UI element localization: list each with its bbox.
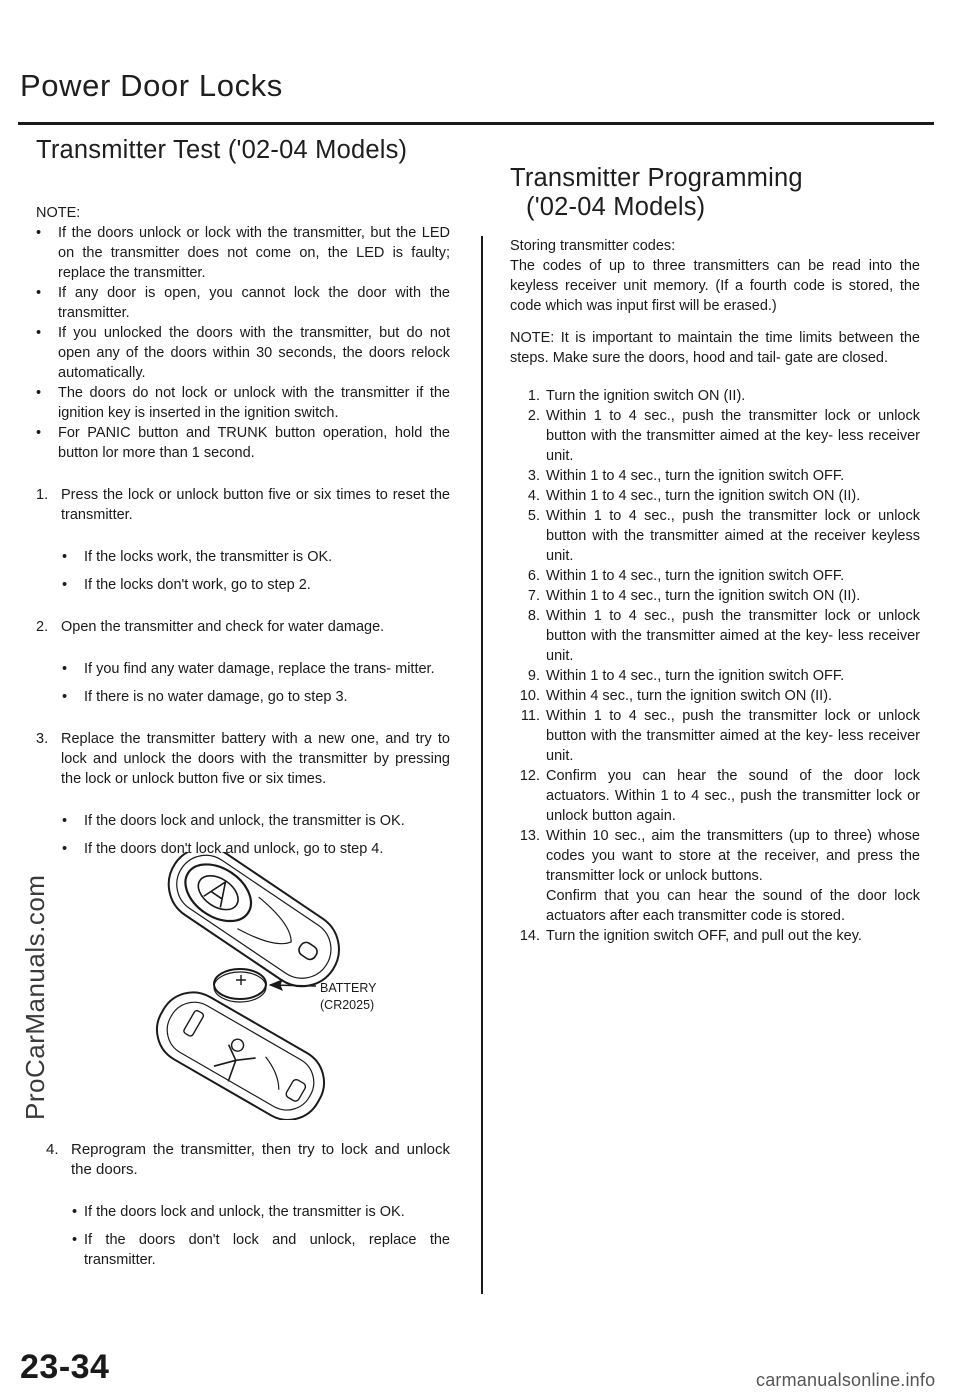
step-number: 9. [527, 668, 540, 684]
step-number: 2. [36, 619, 49, 635]
note-item: • If any door is open, you cannot lock the door with the transmitter. [36, 283, 450, 323]
step-text: Turn the ignition switch ON (II). [546, 388, 746, 404]
step-number: 6. [527, 568, 540, 584]
title-rule [18, 122, 934, 125]
step-text: Within 1 to 4 sec., turn the ignition switch OFF. [546, 568, 845, 584]
battery-cr2025-icon [214, 969, 266, 1002]
step-text: Within 1 to 4 sec., push the transmitter lock or unlock button with the transmitter aimed at the key- less receiver unit. [546, 608, 920, 664]
test-step-4-block [46, 1140, 450, 1270]
test-step-2 [36, 617, 450, 637]
programming-step-continuation: Confirm that you can hear the sound of the door lock actuators after each transmitter code is stored. [546, 888, 920, 924]
transmitter-back-case [150, 980, 336, 1120]
step-sub-item: • If the doors don't lock and unlock, go to step 4. [36, 839, 450, 859]
programming-step [510, 826, 920, 886]
programming-note: NOTE: It is important to maintain the time limits between the steps. Make sure the doors, hood and tail- gate are closed. [510, 330, 920, 366]
step-sub-item: • If the locks work, the transmitter is OK. [36, 547, 450, 567]
step-number: 2. [527, 408, 540, 424]
programming-step [510, 706, 920, 766]
note-item: • If you unlocked the doors with the transmitter, but do not open any of the doors within 30 seconds, the doors relock automatically. [36, 323, 450, 383]
step-text: Within 1 to 4 sec., turn the ignition switch ON (II). [546, 488, 861, 504]
column-divider [481, 236, 483, 1294]
transmitter-test-heading: Transmitter Test ('02-04 Models) [36, 136, 408, 164]
note-item: • If the doors unlock or lock with the transmitter, but the LED on the transmitter does not come on, the LED is faulty; replace the transmitter. [36, 223, 450, 283]
step-text: Within 1 to 4 sec., turn the ignition switch OFF. [546, 668, 845, 684]
transmitter-test-column [36, 136, 450, 859]
transmitter-front-case [154, 852, 353, 1001]
step-text: Within 1 to 4 sec., turn the ignition switch OFF. [546, 468, 845, 484]
step-number: 8. [527, 608, 540, 624]
step-text: Within 10 sec., aim the transmitters (up to three) whose codes you want to store at the receiver, and press the transmitter lock or unlock buttons. [546, 828, 920, 884]
battery-label-line: BATTERY [320, 981, 377, 995]
step-number: 7. [527, 588, 540, 604]
programming-step [510, 386, 920, 406]
intro-text: The codes of up to three transmitters can be read into the keyless receiver unit memory. (If a fourth code is stored, the code which was input first will be erased.) [510, 258, 920, 314]
footer-site-watermark: carmanualsonline.info [756, 1370, 936, 1390]
transmitter-programming-column [510, 164, 920, 946]
programming-step [510, 926, 920, 946]
step-number: 1. [527, 388, 540, 404]
step-text: Within 1 to 4 sec., push the transmitter lock or unlock button with the transmitter aimed at the receiver keyless unit. [546, 508, 920, 564]
page-number: 23-34 [20, 1348, 110, 1386]
step-number: 3. [36, 731, 49, 747]
step-text: Confirm you can hear the sound of the door lock actuators. Within 1 to 4 sec., push the transmitter lock or unlock button again. [546, 768, 920, 824]
step-text: Replace the transmitter battery with a new one, and try to lock and unlock the doors with the transmitter by pressing the lock or unlock button five or six times. [61, 731, 450, 787]
programming-heading-line2: ('02-04 Models) [526, 193, 706, 221]
step-number: 12. [519, 768, 540, 784]
step-sub-item: • If there is no water damage, go to step 3. [36, 687, 450, 707]
step-sub-item: • If the doors lock and unlock, the transmitter is OK. [36, 811, 450, 831]
step-text: Turn the ignition switch OFF, and pull out the key. [546, 928, 862, 944]
step-number: 4. [46, 1141, 59, 1158]
test-step-3 [36, 729, 450, 789]
test-step-4 [46, 1140, 450, 1180]
note-item: • For PANIC button and TRUNK button operation, hold the button lor more than 1 second. [36, 423, 450, 463]
programming-step [510, 686, 920, 706]
step-number: 4. [527, 488, 540, 504]
step-number: 1. [36, 487, 49, 503]
programming-step [510, 566, 920, 586]
step-sub-item: • If the doors lock and unlock, the transmitter is OK. [46, 1202, 450, 1222]
step-text: Within 4 sec., turn the ignition switch ON (II). [546, 688, 833, 704]
programming-steps [510, 386, 920, 946]
programming-step [510, 606, 920, 666]
step-sub-item: • If the locks don't work, go to step 2. [36, 575, 450, 595]
programming-step [510, 486, 920, 506]
step-text: Within 1 to 4 sec., push the transmitter lock or unlock button with the transmitter aimed at the key- less receiver unit. [546, 708, 920, 764]
step-text: Open the transmitter and check for water damage. [61, 619, 385, 635]
step-number: 11. [520, 708, 540, 724]
step-sub-item: • If you find any water damage, replace the trans- mitter. [36, 659, 450, 679]
step-text: Press the lock or unlock button five or six times to reset the transmitter. [61, 487, 450, 523]
battery-label-line: (CR2025) [320, 998, 375, 1012]
step-text: Within 1 to 4 sec., push the transmitter lock or unlock button with the transmitter aimed at the key- less receiver unit. [546, 408, 920, 464]
step-number: 13. [519, 828, 540, 844]
step-number: 5. [527, 508, 540, 524]
note-item: • The doors do not lock or unlock with the transmitter if the ignition key is inserted in the ignition switch. [36, 383, 450, 423]
step-text: Within 1 to 4 sec., turn the ignition switch ON (II). [546, 588, 861, 604]
programming-step [510, 586, 920, 606]
step-number: 3. [527, 468, 540, 484]
programming-step [510, 766, 920, 826]
programming-step [510, 506, 920, 566]
battery-label [320, 980, 377, 1014]
programming-heading-line1: Transmitter Programming [510, 164, 803, 192]
programming-step [510, 466, 920, 486]
test-step-1 [36, 485, 450, 525]
watermark: ProCarManuals.com [20, 874, 50, 1120]
page-title: Power Door Locks [20, 68, 283, 103]
intro-label: Storing transmitter codes: [510, 238, 676, 254]
step-number: 10. [519, 688, 540, 704]
note-label: NOTE: [36, 205, 81, 221]
step-text: Reprogram the transmitter, then try to lock and unlock the doors. [71, 1141, 450, 1178]
step-sub-item: • If the doors don't lock and unlock, replace the transmitter. [46, 1230, 450, 1270]
programming-step [510, 406, 920, 466]
programming-step [510, 666, 920, 686]
keyfob-battery-illustration [150, 852, 470, 1120]
step-number: 14. [519, 928, 540, 944]
